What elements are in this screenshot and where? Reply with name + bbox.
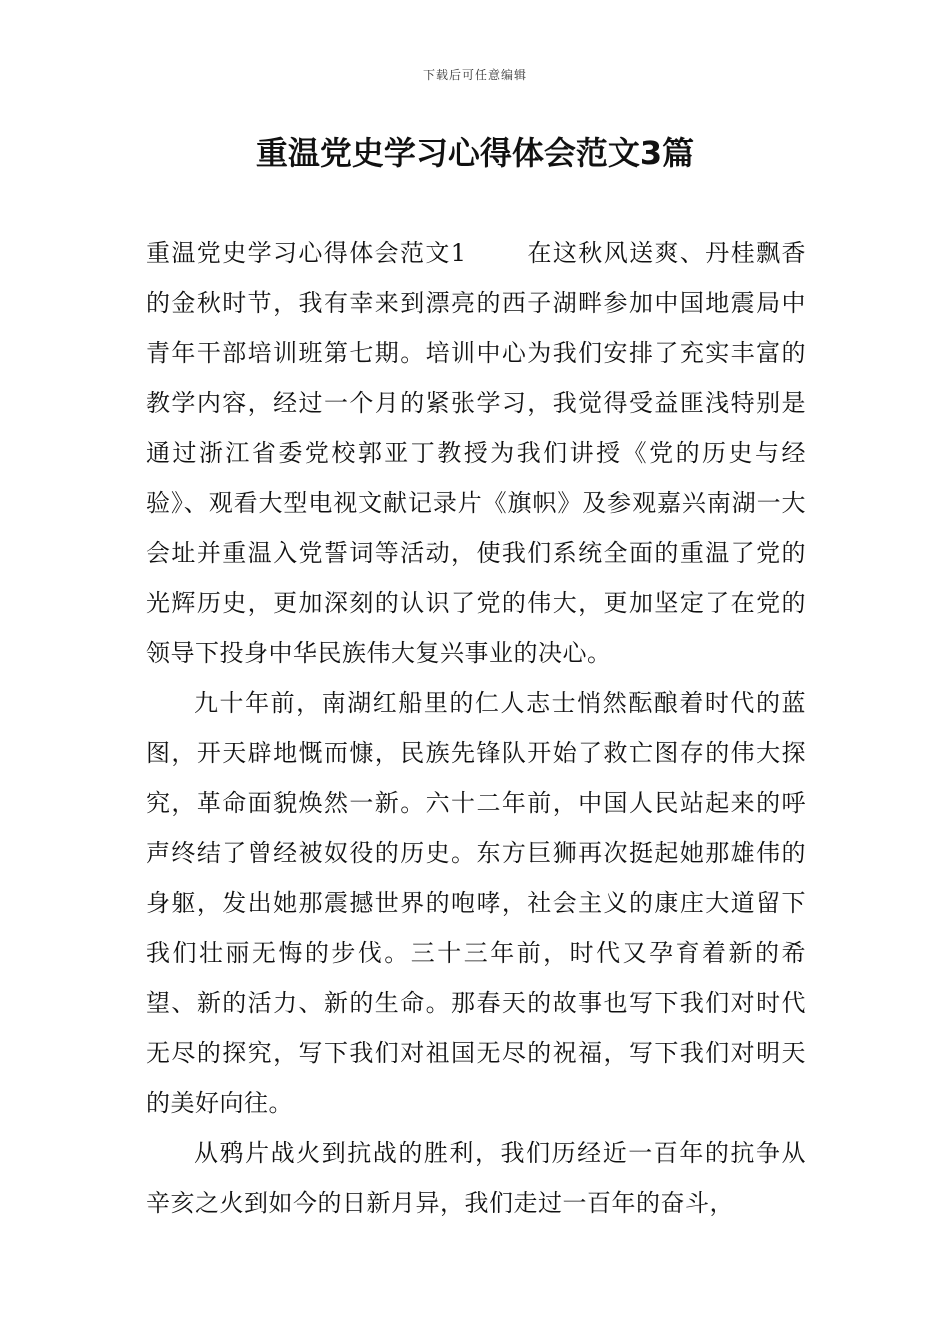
document-body <box>146 228 806 1228</box>
page-title: 重温党史学习心得体会范文3篇 <box>255 134 695 172</box>
paragraph-2: 九十年前，南湖红船里的仁人志士悄然酝酿着时代的蓝图，开天辟地慨而慷，民族先锋队开始了救亡图存的伟大探究，革命面貌焕然一新。六十二年前，中国人民站起来的呼声终结了曾经被奴役的历史。东方巨狮再次挺起她那雄伟的身躯，发出她那震撼世界的咆哮，社会主义的康庄大道留下我们壮丽无悔的步伐。三十三年前，时代又孕育着新的希望、新的活力、新的生命。那春天的故事也写下我们对时代无尽的探究，写下我们对祖国无尽的祝福，写下我们对明天的美好向往。 <box>146 689 806 1117</box>
paragraph-3: 从鸦片战火到抗战的胜利，我们历经近一百年的抗争从辛亥之火到如今的日新月异，我们走过一百年的奋斗， <box>146 1139 806 1217</box>
paragraph-1 <box>146 228 806 678</box>
paragraph-1-text: 在这秋风送爽、丹桂飘香的金秋时节，我有幸来到漂亮的西子湖畔参加中国地震局中青年干部培训班第七期。培训中心为我们安排了充实丰富的教学内容，经过一个月的紧张学习，我觉得受益匪浅特别是通过浙江省委党校郭亚丁教授为我们讲授《党的历史与经验》、观看大型电视文献记录片《旗帜》及参观嘉兴南湖一大会址并重温入党誓词等活动，使我们系统全面的重温了党的光辉历史，更加深刻的认识了党的伟大，更加坚定了在党的领导下投身中华民族伟大复兴事业的决心。 <box>146 239 807 667</box>
download-note: 下载后可任意编辑 <box>422 68 527 82</box>
essay-heading: 重温党史学习心得体会范文1 <box>146 239 467 267</box>
